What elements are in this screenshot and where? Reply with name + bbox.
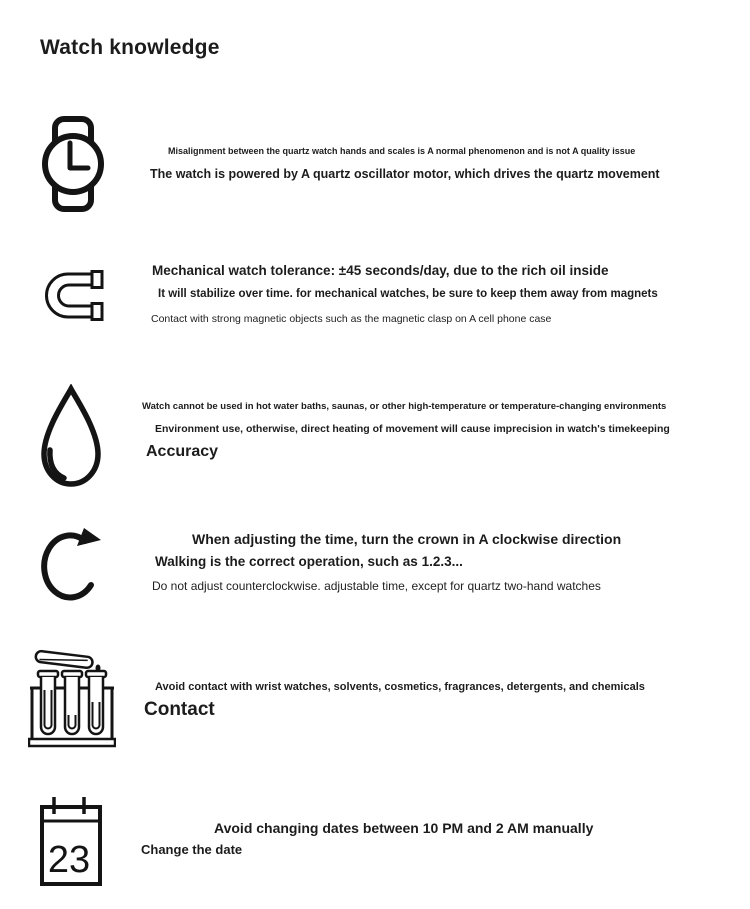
temperature-text: Environment use, otherwise, direct heating of movement will cause imprecision in watch's timekeeping <box>155 423 670 435</box>
temperature-note: Watch cannot be used in hot water baths, saunas, or other high-temperature or temperature-changing environments <box>142 401 667 412</box>
calendar-date-number: 23 <box>47 839 91 881</box>
magnet-icon <box>41 268 105 323</box>
page-title: Watch knowledge <box>40 36 220 59</box>
date-heading: Change the date <box>141 842 243 857</box>
movement-small-note: Misalignment between the quartz watch hands and scales is A normal phenomenon and is not A quality issue <box>168 146 636 156</box>
calendar-icon <box>39 795 103 886</box>
contact-text: Avoid contact with wrist watches, solvents, cosmetics, fragrances, detergents, and chemicals <box>155 681 645 693</box>
adjusting-text: Walking is the correct operation, such as 1.2.3... <box>155 554 463 569</box>
magnetism-title: Mechanical watch tolerance: ±45 seconds/day, due to the rich oil inside <box>152 263 609 278</box>
accuracy-heading: Accuracy <box>146 443 219 460</box>
movement-main-text: The watch is powered by A quartz oscillator motor, which drives the quartz movement <box>150 167 660 181</box>
magnetism-note: Contact with strong magnetic objects such as the magnetic clasp on A cell phone case <box>151 313 552 325</box>
water-drop-icon <box>35 384 106 489</box>
adjusting-note: Do not adjust counterclockwise. adjustable time, except for quartz two-hand watches <box>152 579 601 593</box>
contact-heading: Contact <box>144 699 215 720</box>
clockwise-arrow-icon <box>39 528 105 602</box>
test-tubes-icon <box>28 645 116 750</box>
magnetism-text: It will stabilize over time. for mechanical watches, be sure to keep them away from magnets <box>158 288 658 300</box>
adjusting-title: When adjusting the time, turn the crown in A clockwise direction <box>192 531 622 547</box>
date-title: Avoid changing dates between 10 PM and 2 AM manually <box>214 820 594 836</box>
watch-icon <box>42 116 104 212</box>
